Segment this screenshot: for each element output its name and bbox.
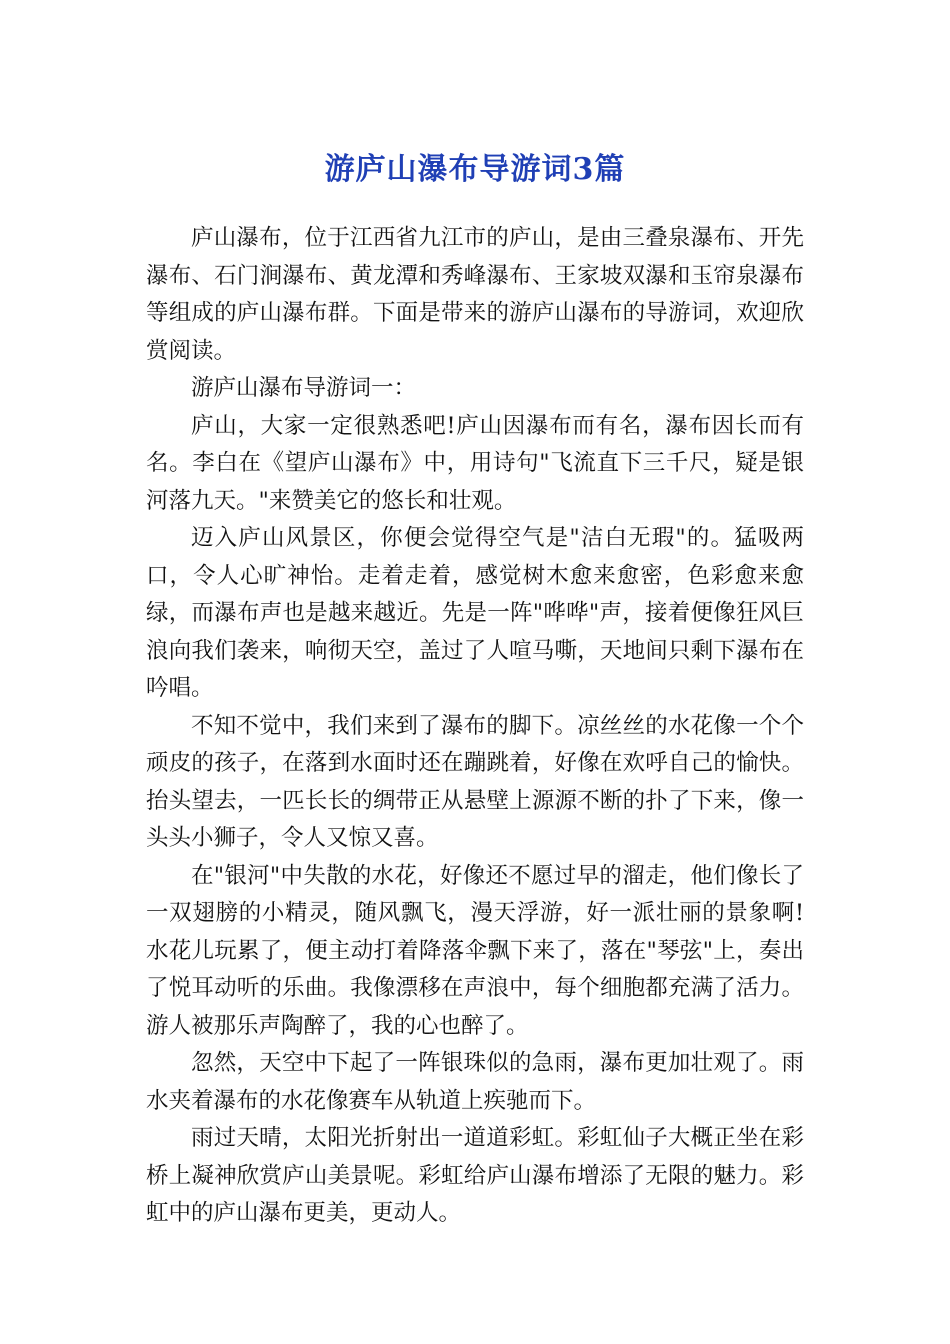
- document-body: [146, 220, 804, 1233]
- paragraph-rainbow: 雨过天晴，太阳光折射出一道道彩虹。彩虹仙子大概正坐在彩桥上凝神欣赏庐山美景呢。彩虹给庐山瀑布增添了无限的魅力。彩虹中的庐山瀑布更美，更动人。: [146, 1125, 804, 1226]
- paragraph-entering-scenic-area: 迈入庐山风景区，你便会觉得空气是"洁白无瑕"的。猛吸两口，令人心旷神怡。走着走着，感觉树木愈来愈密，色彩愈来愈绿，而瀑布声也是越来越近。先是一阵"哗哗"声，接着便像狂风巨浪向我们袭来，响彻天空，盖过了人喧马嘶，天地间只剩下瀑布在吟唱。: [146, 525, 804, 701]
- paragraph-intro: 庐山瀑布，位于江西省九江市的庐山，是由三叠泉瀑布、开先瀑布、石门涧瀑布、黄龙潭和秀峰瀑布、王家坡双瀑和玉帘泉瀑布等组成的庐山瀑布群。下面是带来的游庐山瀑布的导游词，欢迎欣赏阅读。: [146, 225, 804, 364]
- paragraph-sudden-rain: 忽然，天空中下起了一阵银珠似的急雨，瀑布更加壮观了。雨水夹着瀑布的水花像赛车从轨道上疾驰而下。: [146, 1050, 804, 1114]
- paragraph-water-spray: 在"银河"中失散的水花，好像还不愿过早的溜走，他们像长了一双翅膀的小精灵，随风飘飞，漫天浮游，好一派壮丽的景象啊!水花儿玩累了，便主动打着降落伞飘下来了，落在"琴弦"上，奏出了悦耳动听的乐曲。我像漂移在声浪中，每个细胞都充满了活力。游人被那乐声陶醉了，我的心也醉了。: [146, 862, 804, 1039]
- paragraph-section-heading: 游庐山瀑布导游词一：: [191, 375, 417, 401]
- paragraph-waterfall-foot: 不知不觉中，我们来到了瀑布的脚下。凉丝丝的水花像一个个顽皮的孩子，在落到水面时还在蹦跳着，好像在欢呼自己的愉快。抬头望去，一匹长长的绸带正从悬壁上源源不断的扑了下来，像一头头小狮子，令人又惊又喜。: [146, 712, 804, 851]
- document-title: 游庐山瀑布导游词3篇: [324, 152, 626, 188]
- paragraph-lushan-fame: 庐山，大家一定很熟悉吧!庐山因瀑布而有名，瀑布因长而有名。李白在《望庐山瀑布》中，用诗句"飞流直下三千尺，疑是银河落九天。"来赞美它的悠长和壮观。: [146, 412, 804, 514]
